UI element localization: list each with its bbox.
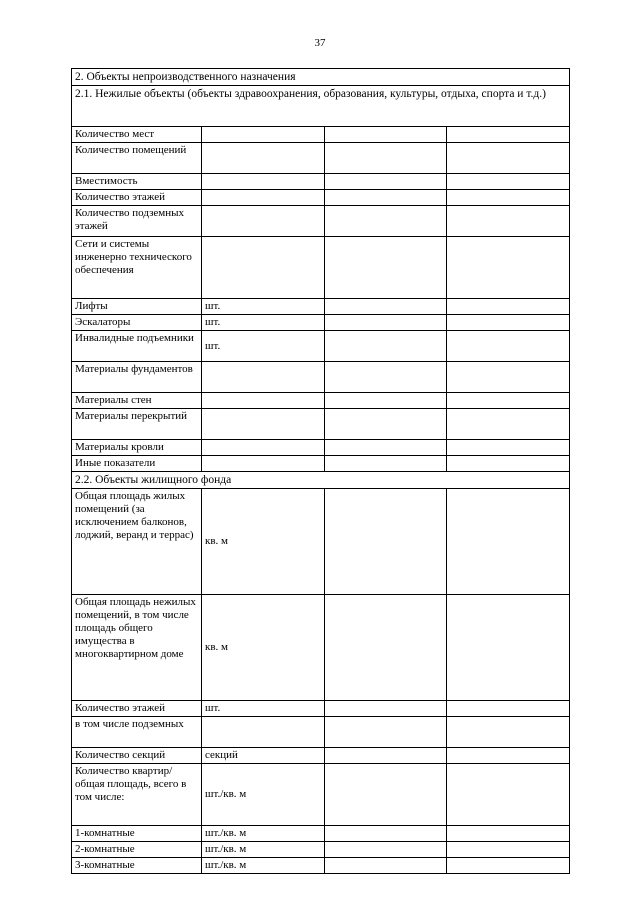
row-label: в том числе подземных <box>72 717 202 748</box>
value-cell-1 <box>325 701 447 717</box>
value-cell-2 <box>447 440 570 456</box>
value-cell-1 <box>325 717 447 748</box>
value-cell-1 <box>325 826 447 842</box>
row-unit: секций <box>202 748 325 764</box>
row-unit <box>202 174 325 190</box>
row-label: Эскалаторы <box>72 315 202 331</box>
section-2-1-title: 2.1. Нежилые объекты (объекты здравоохранения, образования, культуры, отдыха, спорта и т.д.) <box>72 86 570 127</box>
value-cell-2 <box>447 456 570 472</box>
row-unit <box>202 143 325 174</box>
value-cell-1 <box>325 409 447 440</box>
table-row <box>72 858 570 874</box>
table-row <box>72 826 570 842</box>
table-row <box>72 440 570 456</box>
value-cell-1 <box>325 456 447 472</box>
row-label: Инвалидные подъемники <box>72 331 202 362</box>
row-label: Количество подземных этажей <box>72 206 202 237</box>
row-label: 2-комнатные <box>72 842 202 858</box>
section-2-title: 2. Объекты непроизводственного назначения <box>72 69 570 86</box>
table-row <box>72 595 570 701</box>
value-cell-1 <box>325 748 447 764</box>
row-unit: шт./кв. м <box>202 826 325 842</box>
row-unit: шт. <box>202 701 325 717</box>
value-cell-1 <box>325 237 447 299</box>
value-cell-2 <box>447 331 570 362</box>
row-label: Материалы фундаментов <box>72 362 202 393</box>
value-cell-2 <box>447 299 570 315</box>
row-unit <box>202 237 325 299</box>
row-unit <box>202 127 325 143</box>
row-unit: шт./кв. м <box>202 858 325 874</box>
row-unit <box>202 440 325 456</box>
value-cell-2 <box>447 764 570 826</box>
value-cell-1 <box>325 127 447 143</box>
row-label: 3-комнатные <box>72 858 202 874</box>
value-cell-2 <box>447 826 570 842</box>
value-cell-1 <box>325 143 447 174</box>
value-cell-1 <box>325 393 447 409</box>
row-label: Количество мест <box>72 127 202 143</box>
table-row <box>72 237 570 299</box>
row-label: Количество секций <box>72 748 202 764</box>
value-cell-2 <box>447 127 570 143</box>
table-row <box>72 315 570 331</box>
value-cell-2 <box>447 190 570 206</box>
row-unit: кв. м <box>202 595 325 701</box>
value-cell-2 <box>447 237 570 299</box>
value-cell-1 <box>325 299 447 315</box>
row-unit <box>202 456 325 472</box>
value-cell-1 <box>325 764 447 826</box>
table-row <box>72 842 570 858</box>
value-cell-2 <box>447 362 570 393</box>
row-label: Материалы перекрытий <box>72 409 202 440</box>
row-label: Материалы стен <box>72 393 202 409</box>
row-label: Общая площадь жилых помещений (за исключением балконов, лоджий, веранд и террас) <box>72 489 202 595</box>
value-cell-1 <box>325 206 447 237</box>
table-row <box>72 717 570 748</box>
value-cell-2 <box>447 393 570 409</box>
section-header-row <box>72 69 570 86</box>
table-row <box>72 764 570 826</box>
value-cell-1 <box>325 858 447 874</box>
row-unit: шт./кв. м <box>202 764 325 826</box>
value-cell-2 <box>447 174 570 190</box>
row-label: Общая площадь нежилых помещений, в том числе площадь общего имущества в многоквартирном доме <box>72 595 202 701</box>
table-row <box>72 489 570 595</box>
row-label: Лифты <box>72 299 202 315</box>
value-cell-1 <box>325 174 447 190</box>
value-cell-1 <box>325 331 447 362</box>
value-cell-1 <box>325 595 447 701</box>
value-cell-2 <box>447 717 570 748</box>
row-label: Количество помещений <box>72 143 202 174</box>
value-cell-2 <box>447 143 570 174</box>
table-row <box>72 456 570 472</box>
row-label: Сети и системы инженерно технического обеспечения <box>72 237 202 299</box>
section-header-row <box>72 86 570 127</box>
value-cell-1 <box>325 315 447 331</box>
table-row <box>72 362 570 393</box>
value-cell-1 <box>325 362 447 393</box>
row-unit <box>202 409 325 440</box>
value-cell-2 <box>447 748 570 764</box>
value-cell-1 <box>325 842 447 858</box>
value-cell-2 <box>447 489 570 595</box>
value-cell-2 <box>447 315 570 331</box>
value-cell-2 <box>447 701 570 717</box>
value-cell-2 <box>447 595 570 701</box>
table-row <box>72 393 570 409</box>
table-row <box>72 299 570 315</box>
table-row <box>72 206 570 237</box>
row-unit <box>202 717 325 748</box>
row-unit <box>202 393 325 409</box>
row-unit: шт. <box>202 331 325 362</box>
table-row <box>72 701 570 717</box>
table-row <box>72 127 570 143</box>
row-unit <box>202 362 325 393</box>
section-2-2-title: 2.2. Объекты жилищного фонда <box>72 472 570 489</box>
row-unit: шт. <box>202 315 325 331</box>
characteristics-table <box>71 68 570 874</box>
row-unit <box>202 206 325 237</box>
section-header-row <box>72 472 570 489</box>
table-row <box>72 331 570 362</box>
table-row <box>72 409 570 440</box>
row-unit: шт./кв. м <box>202 842 325 858</box>
table-row <box>72 190 570 206</box>
row-label: Материалы кровли <box>72 440 202 456</box>
value-cell-2 <box>447 842 570 858</box>
table-row <box>72 174 570 190</box>
row-unit: кв. м <box>202 489 325 595</box>
value-cell-1 <box>325 190 447 206</box>
value-cell-2 <box>447 206 570 237</box>
row-label: Иные показатели <box>72 456 202 472</box>
table-row <box>72 748 570 764</box>
value-cell-2 <box>447 858 570 874</box>
row-label: Количество этажей <box>72 701 202 717</box>
row-label: Количество этажей <box>72 190 202 206</box>
row-unit <box>202 190 325 206</box>
value-cell-1 <box>325 489 447 595</box>
value-cell-2 <box>447 409 570 440</box>
row-label: 1-комнатные <box>72 826 202 842</box>
page-number: 37 <box>314 37 326 49</box>
row-unit: шт. <box>202 299 325 315</box>
table-row <box>72 143 570 174</box>
value-cell-1 <box>325 440 447 456</box>
row-label: Количество квартир/общая площадь, всего в том числе: <box>72 764 202 826</box>
row-label: Вместимость <box>72 174 202 190</box>
